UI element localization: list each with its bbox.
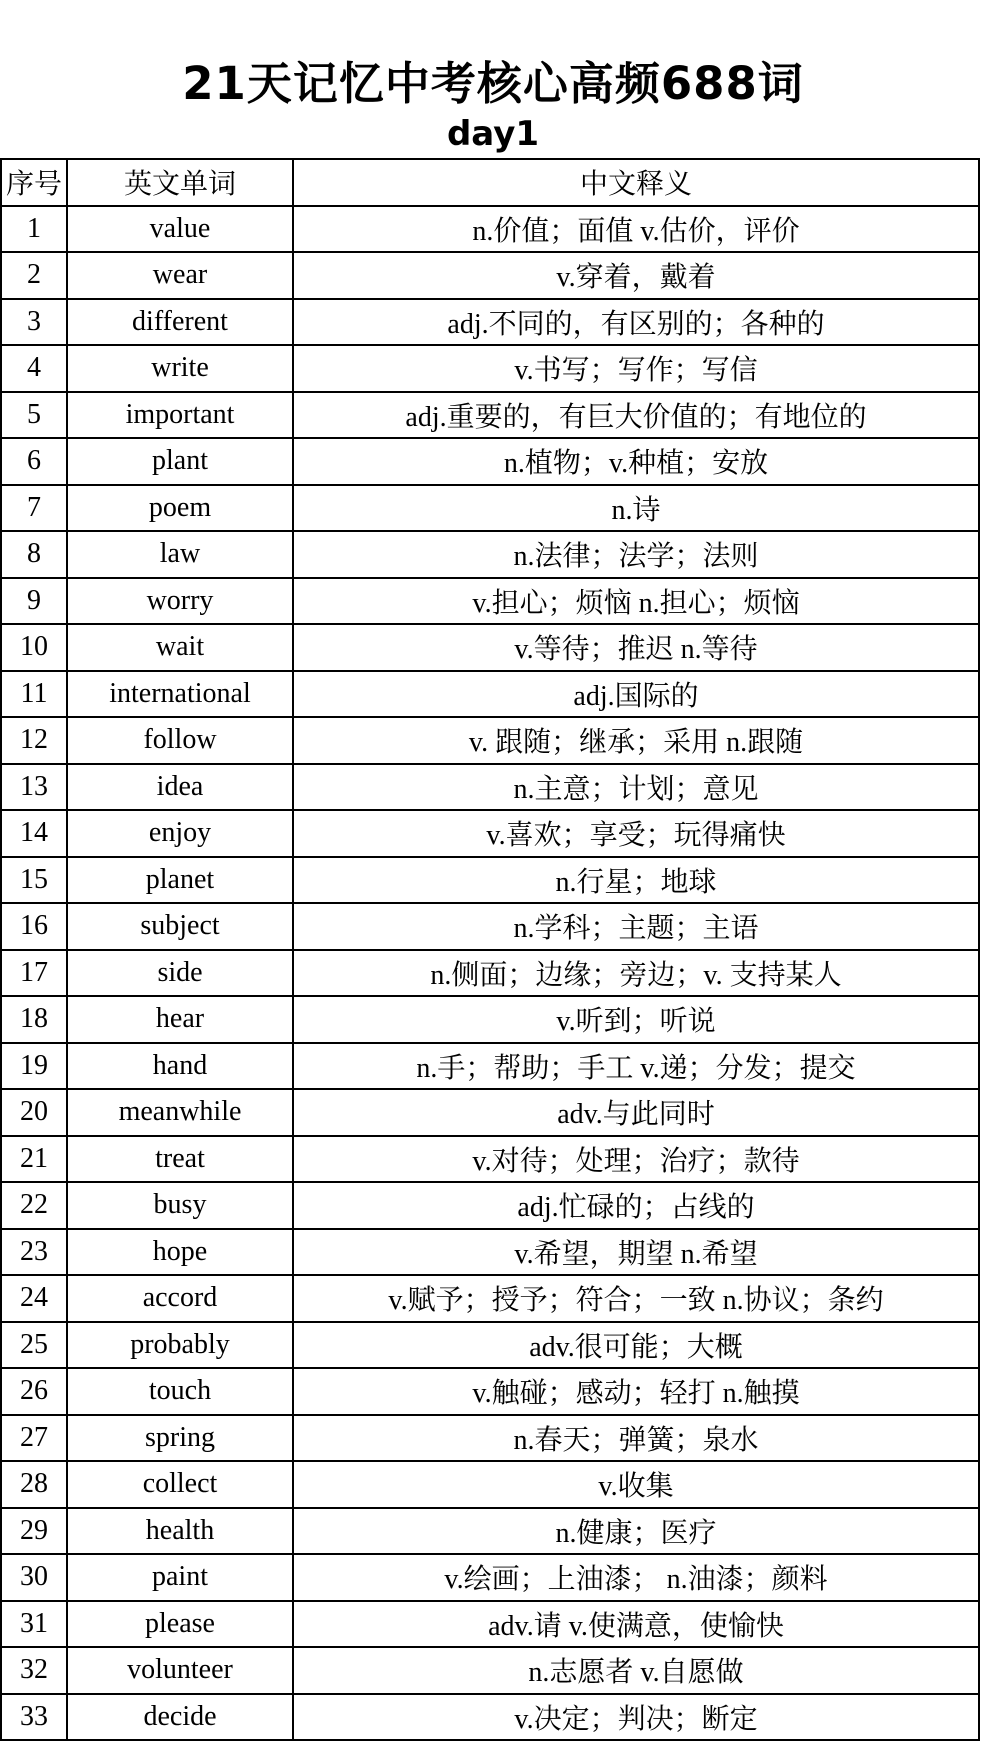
chinese-meaning: n.价值；面值 v.估价，评价 <box>293 206 979 253</box>
chinese-meaning: v.担心；烦恼 n.担心；烦恼 <box>293 578 979 625</box>
row-index: 10 <box>1 624 67 671</box>
table-row <box>1 1043 979 1090</box>
english-word: please <box>67 1601 293 1648</box>
header-index: 序号 <box>1 159 67 206</box>
table-row <box>1 996 979 1043</box>
chinese-meaning: v. 跟随；继承；采用 n.跟随 <box>293 717 979 764</box>
chinese-meaning: n.法律；法学；法则 <box>293 531 979 578</box>
table-row <box>1 1415 979 1462</box>
english-word: wait <box>67 624 293 671</box>
english-word: enjoy <box>67 810 293 857</box>
english-word: health <box>67 1508 293 1555</box>
table-row <box>1 392 979 439</box>
table-row <box>1 1089 979 1136</box>
header-chinese-meaning: 中文释义 <box>293 159 979 206</box>
chinese-meaning: v.赋予；授予；符合；一致 n.协议；条约 <box>293 1275 979 1322</box>
english-word: volunteer <box>67 1647 293 1694</box>
table-row <box>1 764 979 811</box>
row-index: 1 <box>1 206 67 253</box>
table-row <box>1 531 979 578</box>
row-index: 29 <box>1 1508 67 1555</box>
chinese-meaning: v.绘画；上油漆； n.油漆；颜料 <box>293 1554 979 1601</box>
row-index: 25 <box>1 1322 67 1369</box>
table-row <box>1 671 979 718</box>
english-word: poem <box>67 485 293 532</box>
chinese-meaning: v.对待；处理；治疗；款待 <box>293 1136 979 1183</box>
table-row <box>1 578 979 625</box>
table-row <box>1 857 979 904</box>
chinese-meaning: adj.国际的 <box>293 671 979 718</box>
table-row <box>1 252 979 299</box>
chinese-meaning: n.行星；地球 <box>293 857 979 904</box>
row-index: 9 <box>1 578 67 625</box>
table-row <box>1 1554 979 1601</box>
vocabulary-table <box>0 158 980 1741</box>
row-index: 4 <box>1 345 67 392</box>
table-row <box>1 1275 979 1322</box>
row-index: 11 <box>1 671 67 718</box>
table-row <box>1 1229 979 1276</box>
row-index: 14 <box>1 810 67 857</box>
table-body <box>1 206 979 1741</box>
chinese-meaning: n.健康；医疗 <box>293 1508 979 1555</box>
table-row <box>1 345 979 392</box>
english-word: treat <box>67 1136 293 1183</box>
chinese-meaning: n.手；帮助；手工 v.递；分发；提交 <box>293 1043 979 1090</box>
table-row <box>1 624 979 671</box>
table-row <box>1 1136 979 1183</box>
table-row <box>1 1322 979 1369</box>
english-word: side <box>67 950 293 997</box>
chinese-meaning: n.春天；弹簧；泉水 <box>293 1415 979 1462</box>
english-word: idea <box>67 764 293 811</box>
table-row <box>1 1694 979 1741</box>
english-word: value <box>67 206 293 253</box>
chinese-meaning: v.等待；推迟 n.等待 <box>293 624 979 671</box>
chinese-meaning: v.触碰；感动；轻打 n.触摸 <box>293 1368 979 1415</box>
table-row <box>1 206 979 253</box>
table-row <box>1 1508 979 1555</box>
row-index: 5 <box>1 392 67 439</box>
header-english-word: 英文单词 <box>67 159 293 206</box>
table-row <box>1 1461 979 1508</box>
row-index: 20 <box>1 1089 67 1136</box>
chinese-meaning: n.侧面；边缘；旁边；v. 支持某人 <box>293 950 979 997</box>
row-index: 3 <box>1 299 67 346</box>
chinese-meaning: n.诗 <box>293 485 979 532</box>
row-index: 27 <box>1 1415 67 1462</box>
chinese-meaning: v.希望，期望 n.希望 <box>293 1229 979 1276</box>
chinese-meaning: adv.与此同时 <box>293 1089 979 1136</box>
english-word: decide <box>67 1694 293 1741</box>
english-word: paint <box>67 1554 293 1601</box>
english-word: law <box>67 531 293 578</box>
row-index: 17 <box>1 950 67 997</box>
english-word: subject <box>67 903 293 950</box>
table-row <box>1 1368 979 1415</box>
table-row <box>1 299 979 346</box>
english-word: busy <box>67 1182 293 1229</box>
chinese-meaning: v.书写；写作；写信 <box>293 345 979 392</box>
chinese-meaning: v.听到；听说 <box>293 996 979 1043</box>
english-word: write <box>67 345 293 392</box>
row-index: 16 <box>1 903 67 950</box>
row-index: 7 <box>1 485 67 532</box>
table-header-row <box>1 159 979 206</box>
english-word: spring <box>67 1415 293 1462</box>
chinese-meaning: v.穿着，戴着 <box>293 252 979 299</box>
english-word: touch <box>67 1368 293 1415</box>
english-word: probably <box>67 1322 293 1369</box>
english-word: important <box>67 392 293 439</box>
row-index: 30 <box>1 1554 67 1601</box>
row-index: 12 <box>1 717 67 764</box>
row-index: 22 <box>1 1182 67 1229</box>
table-row <box>1 1647 979 1694</box>
page-subtitle: day1 <box>446 114 540 154</box>
table-row <box>1 717 979 764</box>
chinese-meaning: n.学科；主题；主语 <box>293 903 979 950</box>
row-index: 24 <box>1 1275 67 1322</box>
chinese-meaning: adj.忙碌的；占线的 <box>293 1182 979 1229</box>
table-row <box>1 810 979 857</box>
row-index: 13 <box>1 764 67 811</box>
english-word: meanwhile <box>67 1089 293 1136</box>
row-index: 6 <box>1 438 67 485</box>
english-word: different <box>67 299 293 346</box>
chinese-meaning: v.收集 <box>293 1461 979 1508</box>
english-word: hope <box>67 1229 293 1276</box>
table-row <box>1 903 979 950</box>
row-index: 2 <box>1 252 67 299</box>
page-title: 21天记忆中考核心高频688词 <box>182 57 804 110</box>
row-index: 18 <box>1 996 67 1043</box>
row-index: 26 <box>1 1368 67 1415</box>
row-index: 28 <box>1 1461 67 1508</box>
table-row <box>1 950 979 997</box>
english-word: wear <box>67 252 293 299</box>
chinese-meaning: adv.很可能；大概 <box>293 1322 979 1369</box>
english-word: collect <box>67 1461 293 1508</box>
row-index: 32 <box>1 1647 67 1694</box>
english-word: worry <box>67 578 293 625</box>
table-row <box>1 485 979 532</box>
chinese-meaning: v.决定；判决；断定 <box>293 1694 979 1741</box>
english-word: plant <box>67 438 293 485</box>
row-index: 19 <box>1 1043 67 1090</box>
table-row <box>1 438 979 485</box>
row-index: 21 <box>1 1136 67 1183</box>
english-word: planet <box>67 857 293 904</box>
row-index: 23 <box>1 1229 67 1276</box>
chinese-meaning: n.主意；计划；意见 <box>293 764 979 811</box>
chinese-meaning: v.喜欢；享受；玩得痛快 <box>293 810 979 857</box>
chinese-meaning: adv.请 v.使满意，使愉快 <box>293 1601 979 1648</box>
row-index: 8 <box>1 531 67 578</box>
table-row <box>1 1601 979 1648</box>
chinese-meaning: n.植物；v.种植；安放 <box>293 438 979 485</box>
english-word: hear <box>67 996 293 1043</box>
english-word: international <box>67 671 293 718</box>
english-word: follow <box>67 717 293 764</box>
english-word: accord <box>67 1275 293 1322</box>
row-index: 33 <box>1 1694 67 1741</box>
chinese-meaning: n.志愿者 v.自愿做 <box>293 1647 979 1694</box>
table-row <box>1 1182 979 1229</box>
chinese-meaning: adj.不同的，有区别的；各种的 <box>293 299 979 346</box>
english-word: hand <box>67 1043 293 1090</box>
row-index: 31 <box>1 1601 67 1648</box>
chinese-meaning: adj.重要的，有巨大价值的；有地位的 <box>293 392 979 439</box>
row-index: 15 <box>1 857 67 904</box>
